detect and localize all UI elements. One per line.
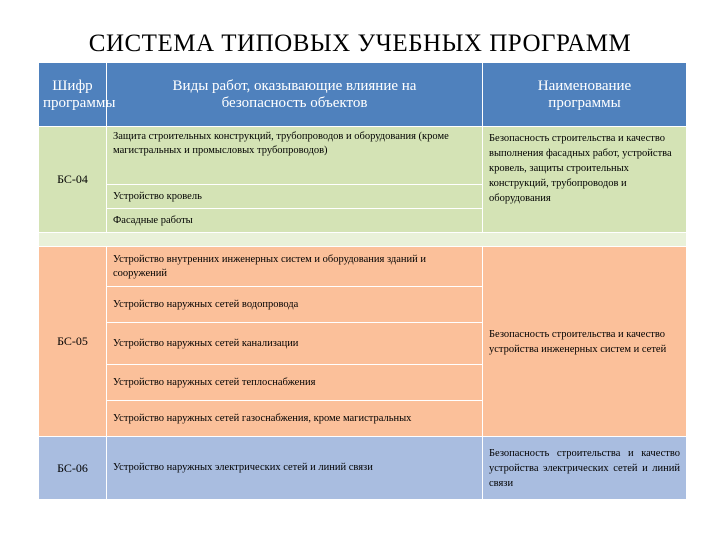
table-row xyxy=(39,127,687,185)
program-code: БС-04 xyxy=(39,127,107,233)
work-item: Устройство наружных сетей канализации xyxy=(107,323,483,365)
program-code: БС-06 xyxy=(39,437,107,500)
page-title: СИСТЕМА ТИПОВЫХ УЧЕБНЫХ ПРОГРАММ xyxy=(88,30,632,57)
spacer-cell xyxy=(39,233,687,247)
work-item: Защита строительных конструкций, трубопроводов и оборудования (кроме магистральных и промысловых трубопроводов) xyxy=(107,127,483,185)
work-item: Устройство наружных электрических сетей и линий связи xyxy=(107,437,483,500)
work-item: Фасадные работы xyxy=(107,209,483,233)
header-program: Наименование программы xyxy=(483,63,687,127)
program-name: Безопасность строительства и качество устройства электрических сетей и линий связи xyxy=(483,437,687,500)
work-item: Устройство кровель xyxy=(107,185,483,209)
program-name: Безопасность строительства и качество устройства инженерных систем и сетей xyxy=(483,247,687,437)
program-code: БС-05 xyxy=(39,247,107,437)
table-row xyxy=(39,247,687,287)
header-code: Шифр программы xyxy=(39,63,107,127)
work-item: Устройство внутренних инженерных систем и оборудования зданий и сооружений xyxy=(107,247,483,287)
programs-table xyxy=(38,62,687,500)
program-name: Безопасность строительства и качество выполнения фасадных работ, устройства кровель, защиты строительных конструкций, трубопроводов и оборудования xyxy=(483,127,687,233)
work-item: Устройство наружных сетей водопровода xyxy=(107,287,483,323)
header-works: Виды работ, оказывающие влияние на безопасность объектов xyxy=(107,63,483,127)
work-item: Устройство наружных сетей газоснабжения, кроме магистральных xyxy=(107,401,483,437)
header-row xyxy=(39,63,687,127)
table-row xyxy=(39,437,687,500)
work-item: Устройство наружных сетей теплоснабжения xyxy=(107,365,483,401)
spacer-row xyxy=(39,233,687,247)
